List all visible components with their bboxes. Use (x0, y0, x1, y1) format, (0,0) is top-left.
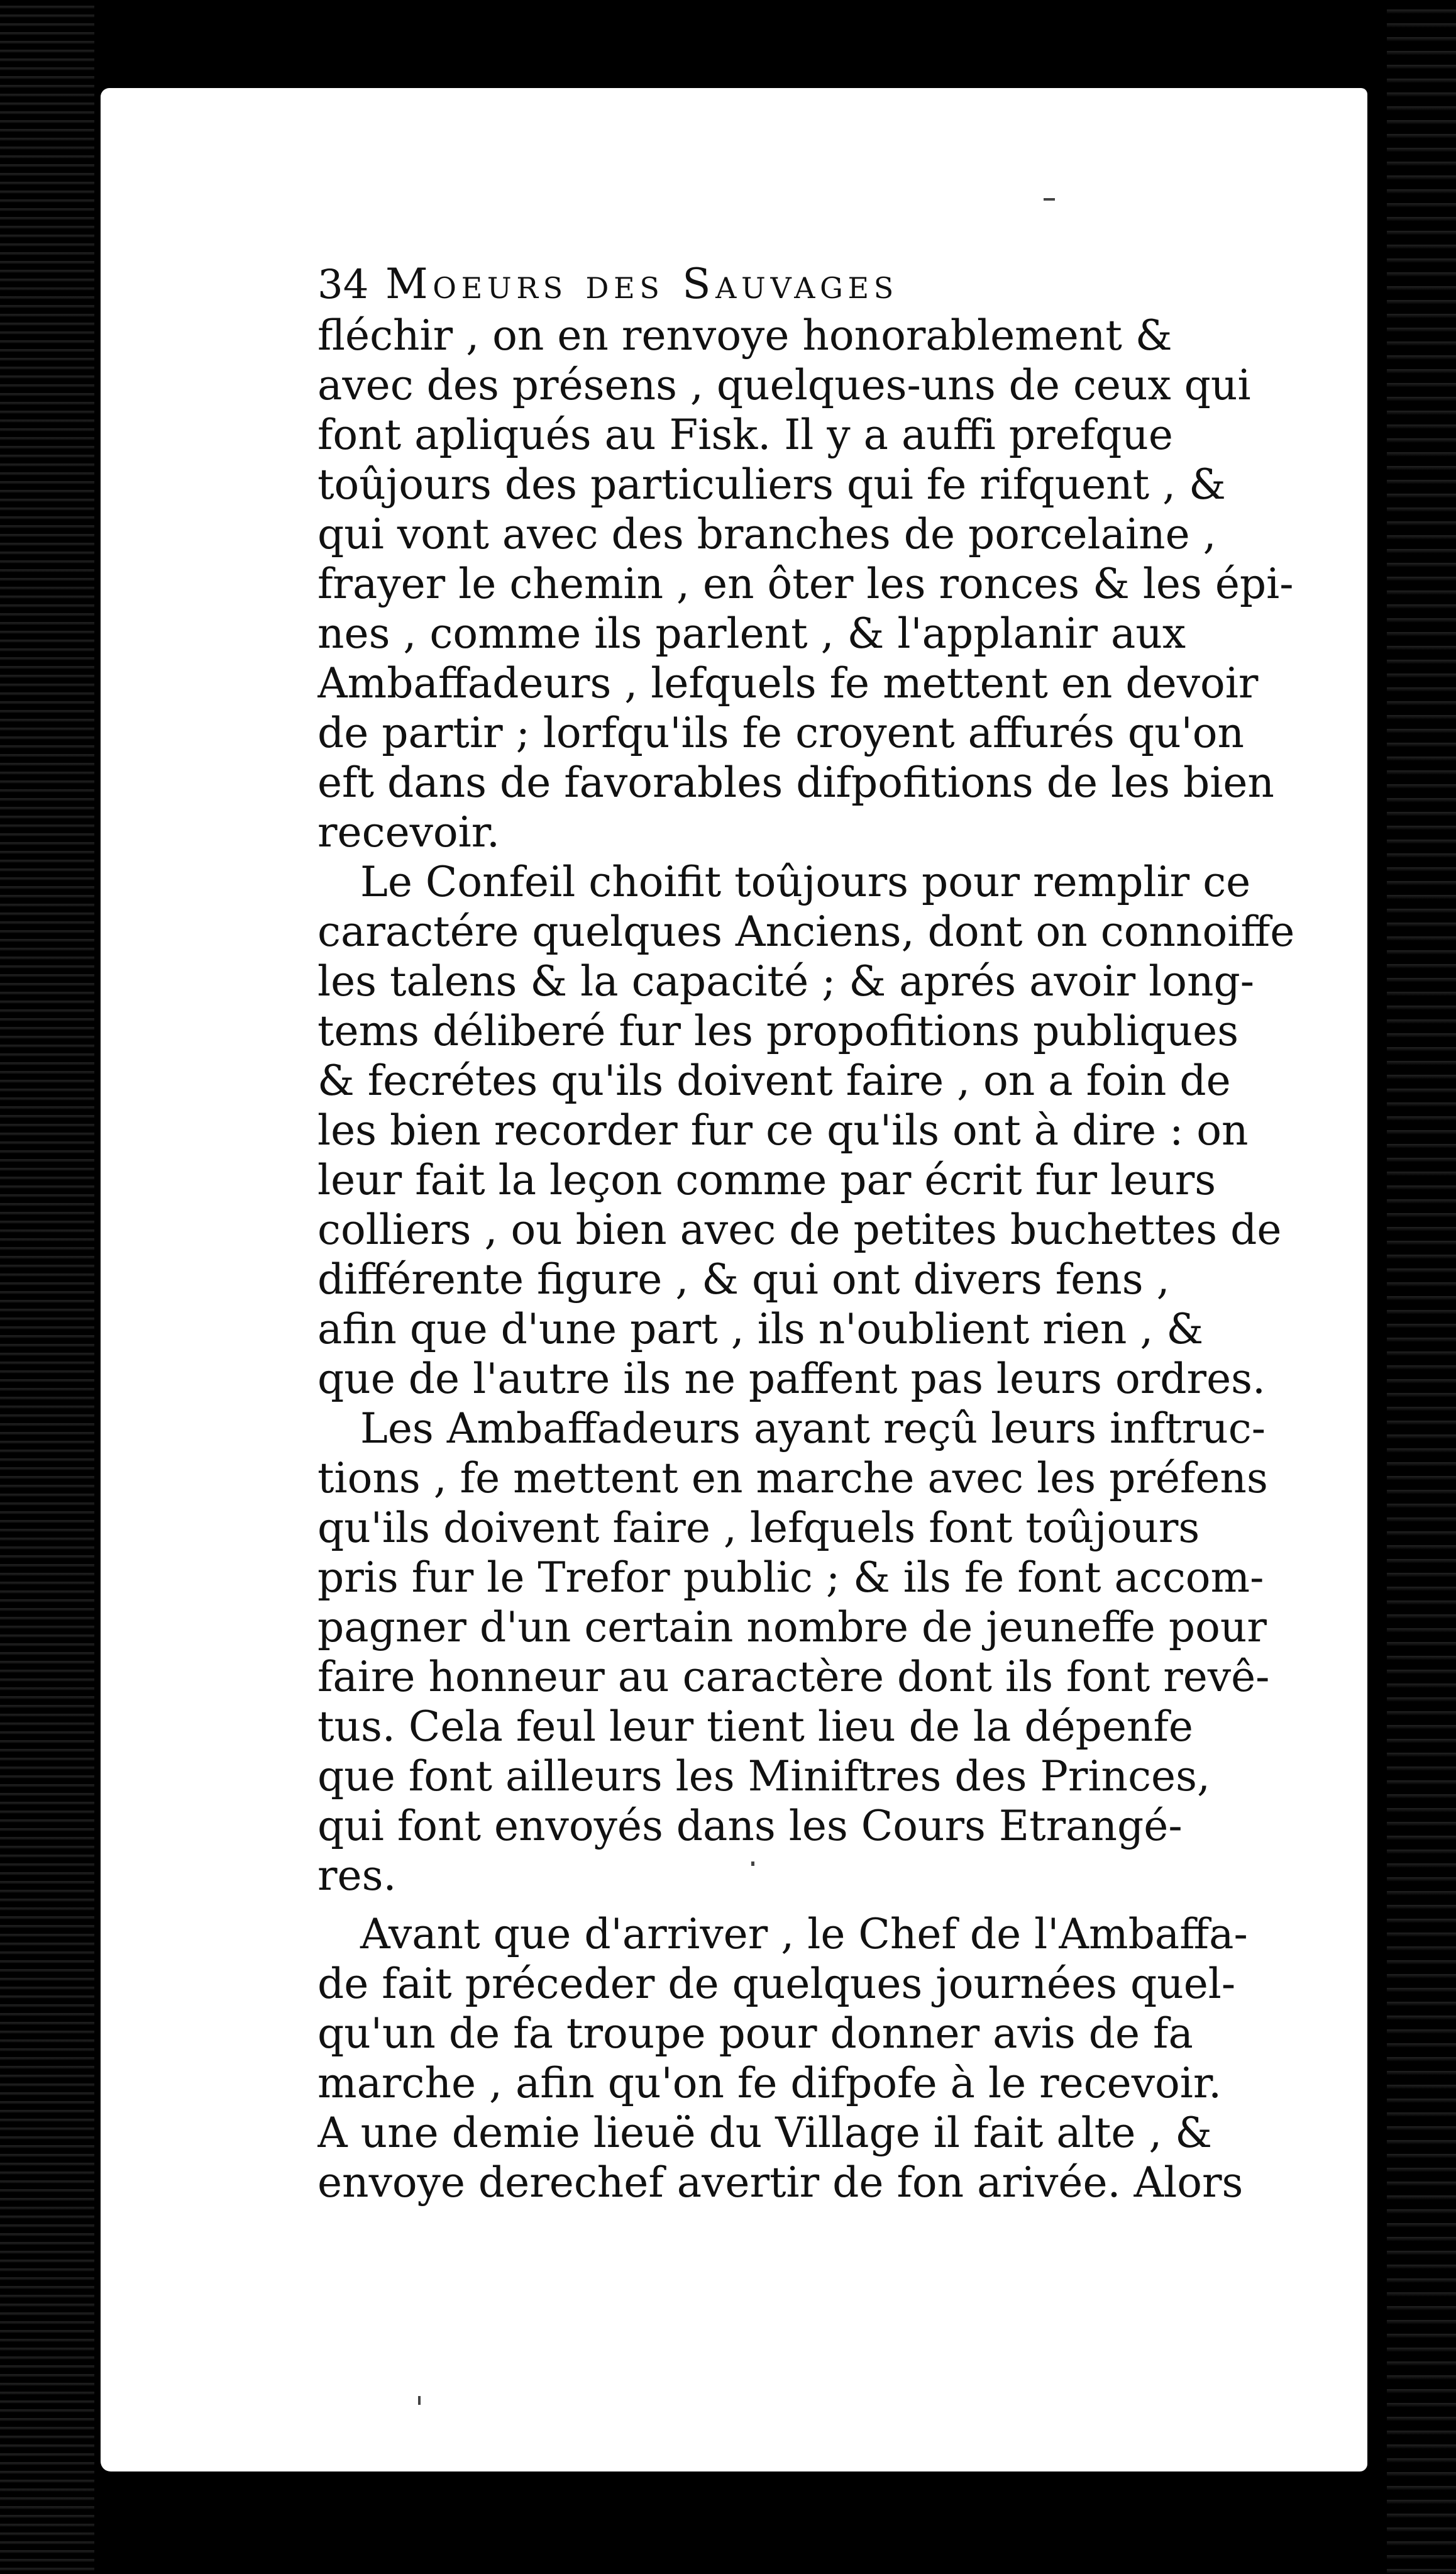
body-text (317, 311, 1298, 2207)
text-line: leur fait la leçon comme par écrit fur leurs (317, 1156, 1216, 1204)
text-line: Le Confeil choifit toûjours pour remplir ce (360, 858, 1251, 906)
running-title: Moeurs des Sauvages (385, 260, 898, 308)
text-line: pagner d'un certain nombre de jeuneffe pour (317, 1603, 1267, 1651)
text-line: envoye derechef avertir de fon arivée. Alors (317, 2158, 1244, 2207)
text-line: colliers , ou bien avec de petites buchettes de (317, 1206, 1282, 1254)
text-line: fléchir , on en renvoye honorablement & (317, 311, 1172, 360)
text-line: qu'ils doivent faire , lefquels font toûjours (317, 1504, 1200, 1552)
text-line: afin que d'une part , ils n'oublient rien , & (317, 1305, 1204, 1353)
text-line: que font ailleurs les Miniftres des Princes, (317, 1752, 1210, 1800)
paper-page (101, 88, 1367, 2471)
text-line: A une demie lieuë du Village il fait alte , & (317, 2109, 1213, 2157)
text-line: marche , afin qu'on fe difpofe à le recevoir. (317, 2059, 1222, 2107)
stray-ink-mark (1044, 198, 1055, 201)
text-line: Ambaffadeurs , lefquels fe mettent en devoir (317, 659, 1259, 707)
text-block (317, 258, 1298, 2207)
text-line: tems déliberé fur les propofitions publiques (317, 1007, 1239, 1055)
text-line: recevoir. (317, 808, 500, 857)
text-line: nes , comme ils parlent , & l'applanir aux (317, 609, 1186, 658)
text-line: les bien recorder fur ce qu'ils ont à dire : on (317, 1106, 1249, 1155)
text-line: Les Ambaffadeurs ayant reçû leurs inftruc- (360, 1404, 1266, 1453)
text-line: caractére quelques Anciens, dont on connoiffe (317, 907, 1295, 956)
text-line: eft dans de favorables difpofitions de les bien (317, 758, 1274, 807)
text-line: qui vont avec des branches de porcelaine , (317, 510, 1216, 558)
text-line: Avant que d'arriver , le Chef de l'Ambaffa- (360, 1910, 1248, 1958)
text-line: faire honneur au caractère dont ils font revê- (317, 1653, 1270, 1701)
text-line: les talens & la capacité ; & aprés avoir long- (317, 957, 1255, 1006)
text-line: tus. Cela feul leur tient lieu de la dépenfe (317, 1702, 1193, 1751)
text-line: tions , fe mettent en marche avec les préfens (317, 1454, 1268, 1502)
text-line: & fecrétes qu'ils doivent faire , on a foin de (317, 1057, 1231, 1105)
left-binding-edge (0, 0, 94, 2574)
text-line: res. (317, 1851, 397, 1900)
paragraph (317, 857, 1298, 1404)
text-line: avec des présens , quelques-uns de ceux qui (317, 361, 1251, 409)
running-header (317, 258, 1298, 311)
right-page-edge (1387, 0, 1456, 2574)
paragraph (317, 1404, 1298, 1900)
text-line: que de l'autre ils ne paffent pas leurs ordres. (317, 1355, 1266, 1403)
text-line: frayer le chemin , en ôter les ronces & les épi- (317, 560, 1294, 608)
paragraph (317, 311, 1298, 857)
text-line: font apliqués au Fisk. Il y a auffi prefque (317, 411, 1173, 459)
paragraph (317, 1909, 1298, 2207)
text-line: qu'un de fa troupe pour donner avis de fa (317, 2009, 1193, 2058)
text-line: de fait préceder de quelques journées quel- (317, 1960, 1236, 2008)
text-line: qui font envoyés dans les Cours Etrangé- (317, 1802, 1183, 1850)
text-line: différente figure , & qui ont divers fens , (317, 1255, 1170, 1304)
text-line: toûjours des particuliers qui fe rifquent , & (317, 460, 1226, 509)
text-line: pris fur le Trefor public ; & ils fe font accom- (317, 1553, 1264, 1602)
paragraph-spacer (317, 1900, 1298, 1909)
page-number: 34 (317, 262, 369, 308)
stray-ink-mark (418, 2396, 421, 2405)
text-line: de partir ; lorfqu'ils fe croyent affurés qu'on (317, 709, 1245, 757)
